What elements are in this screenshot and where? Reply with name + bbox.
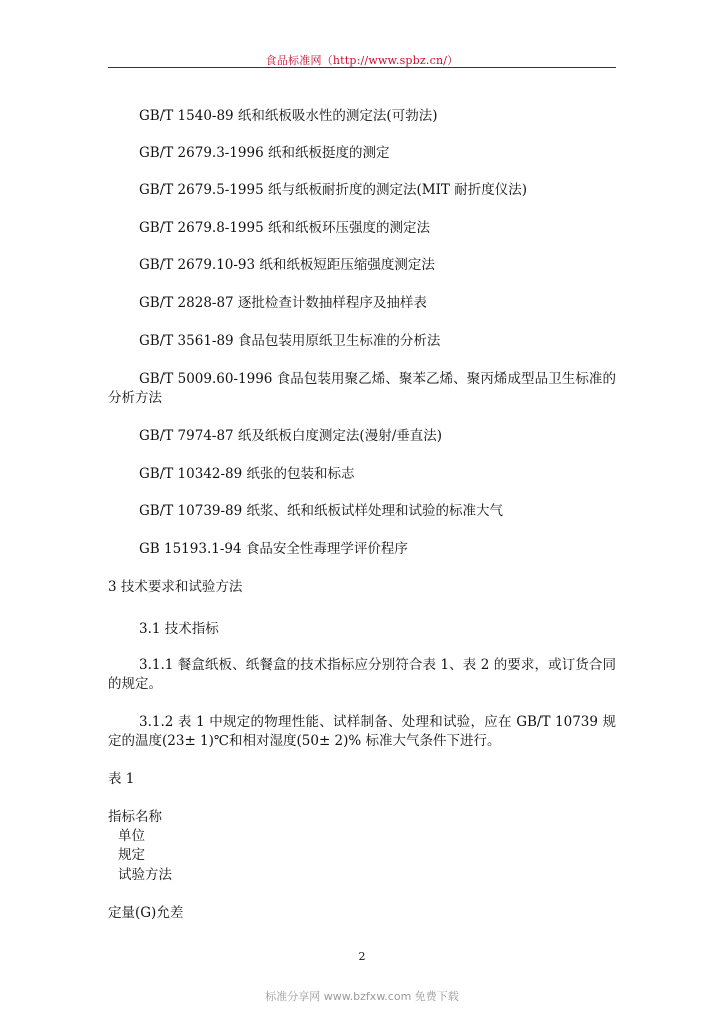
standard-reference: GB 15193.1-94 食品安全性毒理学评价程序 <box>139 541 408 557</box>
clause-paragraph: 3.1.2 表 1 中规定的物理性能、试样制备、处理和试验，应在 GB/T 10739 规定的温度(23± 1)℃和相对湿度(50± 2)% 标准大气条件下进行。 <box>108 714 616 749</box>
table-caption: 表 1 <box>108 771 135 787</box>
subsection-heading: 3.1 技术指标 <box>139 621 219 637</box>
standard-reference: GB/T 2679.10-93 纸和纸板短距压缩强度测定法 <box>139 257 435 273</box>
standard-reference: GB/T 10342-89 纸张的包装和标志 <box>139 466 355 482</box>
standard-reference: GB/T 5009.60-1996 食品包装用聚乙烯、聚苯乙烯、聚丙烯成型品卫生标准的分析方法 <box>108 371 616 406</box>
page-footer: 标准分享网 www.bzfxw.com 免费下载 <box>265 990 459 1003</box>
standard-reference: GB/T 1540-89 纸和纸板吸水性的测定法(可勃法) <box>139 108 438 124</box>
page-number: 2 <box>358 950 366 963</box>
table-header-cell: 单位 <box>118 828 145 844</box>
table-header-cell: 试验方法 <box>118 867 172 883</box>
standard-reference: GB/T 2679.3-1996 纸和纸板挺度的测定 <box>139 145 390 161</box>
page-header: 食品标准网（http://www.spbz.cn/） <box>265 54 459 67</box>
clause-paragraph: 3.1.1 餐盒纸板、纸餐盒的技术指标应分别符合表 1、表 2 的要求，或订货合同的规定。 <box>108 657 616 692</box>
table-header-cell: 规定 <box>118 847 145 863</box>
standard-reference: GB/T 3561-89 食品包装用原纸卫生标准的分析法 <box>139 333 441 349</box>
header-divider <box>108 67 616 68</box>
standard-reference: GB/T 10739-89 纸浆、纸和纸板试样处理和试验的标准大气 <box>139 503 504 519</box>
standard-reference: GB/T 2679.5-1995 纸与纸板耐折度的测定法(MIT 耐折度仪法) <box>139 182 527 198</box>
section-heading: 3 技术要求和试验方法 <box>108 579 243 595</box>
standard-reference: GB/T 7974-87 纸及纸板白度测定法(漫射/垂直法) <box>139 428 443 444</box>
standard-reference: GB/T 2828-87 逐批检查计数抽样程序及抽样表 <box>139 295 427 311</box>
table-header-cell: 指标名称 <box>108 809 162 825</box>
table-row-label: 定量(G)允差 <box>108 905 184 921</box>
standard-reference: GB/T 2679.8-1995 纸和纸板环压强度的测定法 <box>139 220 430 236</box>
